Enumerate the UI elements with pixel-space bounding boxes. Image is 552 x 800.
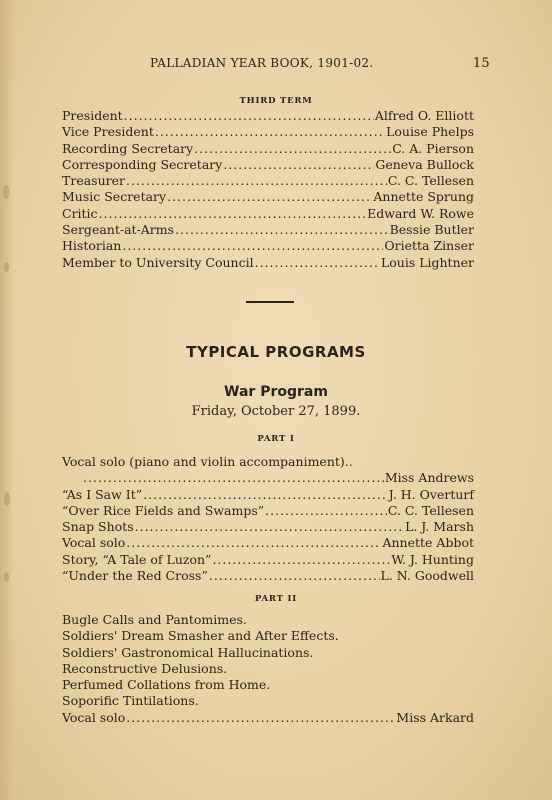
officer-name: Geneva Bullock [375, 156, 474, 172]
program-item [62, 519, 474, 535]
officer-name: Bessie Butler [389, 222, 474, 238]
program-item [62, 568, 474, 584]
program-date: Friday, October 27, 1899. [191, 404, 361, 419]
part-two-heading: PART II [254, 594, 298, 604]
officer-role: President [62, 108, 123, 123]
binding-hole [4, 492, 10, 506]
performer: Miss Arkard [396, 709, 474, 725]
part-one-heading: PART I [257, 434, 295, 444]
performer: Annette Abbot [382, 535, 474, 551]
program-item [62, 487, 474, 503]
program-line: Reconstructive Delusions. [62, 660, 228, 676]
item-title: Vocal solo [62, 535, 126, 551]
program-line: Soldiers' Dream Smasher and After Effects. [62, 628, 339, 644]
officer-name: Annette Sprung [373, 189, 474, 205]
officer-list [62, 108, 474, 271]
program-item [62, 710, 474, 726]
page-number: 15 [472, 56, 490, 71]
officer-role: Recording Secretary [62, 140, 194, 156]
page-binding-edge [0, 0, 14, 800]
officer-name: Louise Phelps [386, 124, 474, 140]
officer-row [62, 157, 474, 173]
program-line: Soporific Tintilations. [62, 693, 199, 709]
item-title: Vocal solo [62, 709, 126, 725]
program-item [62, 535, 474, 551]
item-title: Story, “A Tale of Luzon” [62, 551, 212, 567]
program-line: Bugle Calls and Pantomimes. [62, 612, 247, 627]
program-item [62, 552, 474, 568]
officer-row [62, 255, 474, 271]
officer-role: Music Secretary [62, 189, 167, 205]
officer-row [62, 173, 474, 189]
performer: L. N. Goodwell [380, 568, 474, 584]
officer-name: Orietta Zinser [384, 238, 474, 254]
program-item-first: Vocal solo (piano and violin accompaniment).. [62, 454, 353, 469]
program-item-first-performer-row [62, 470, 474, 486]
officer-row [62, 189, 474, 205]
officer-row [62, 222, 474, 238]
officer-row [62, 108, 474, 124]
item-title: “Over Rice Fields and Swamps” [62, 502, 265, 518]
section-divider [246, 301, 294, 303]
officer-role: Corresponding Secretary [62, 156, 223, 172]
program-line: Perfumed Collations from Home. [62, 677, 271, 693]
officer-name: Louis Lightner [380, 254, 474, 270]
part-two-list [62, 612, 474, 726]
performer: Miss Andrews [384, 470, 474, 486]
binding-hole [4, 572, 9, 582]
performer: W. J. Hunting [391, 551, 474, 567]
officer-row [62, 141, 474, 157]
running-title: PALLADIAN YEAR BOOK, 1901-02. [150, 56, 374, 70]
officer-name: Edward W. Rowe [367, 205, 474, 221]
item-title: “As I Saw It” [62, 486, 143, 502]
third-term-heading: THIRD TERM [239, 96, 313, 106]
officer-role: Historian [62, 238, 122, 254]
officer-role: Vice President [62, 124, 154, 140]
item-title: Snap Shots [62, 519, 134, 535]
part-one-list [62, 454, 474, 584]
item-title: “Under the Red Cross” [62, 568, 208, 584]
performer: L. J. Marsh [405, 519, 474, 535]
performer: J. H. Overturf [388, 486, 474, 502]
program-name: War Program [224, 384, 328, 400]
officer-name: C. A. Pierson [392, 140, 474, 156]
officer-role: Treasurer [62, 173, 125, 189]
officer-role: Sergeant-at-Arms [62, 222, 175, 238]
program-item [62, 503, 474, 519]
officer-name: Alfred O. Elliott [374, 108, 474, 123]
section-title: TYPICAL PROGRAMS [186, 343, 366, 361]
officer-role: Member to University Council [62, 254, 254, 270]
program-line: Soldiers' Gastronomical Hallucinations. [62, 644, 314, 660]
officer-name: C. C. Tellesen [387, 173, 474, 189]
officer-row [62, 238, 474, 254]
binding-hole [3, 185, 9, 199]
performer: C. C. Tellesen [387, 502, 474, 518]
binding-hole [4, 262, 9, 272]
officer-row [62, 206, 474, 222]
officer-role: Critic [62, 205, 98, 221]
officer-row [62, 124, 474, 140]
